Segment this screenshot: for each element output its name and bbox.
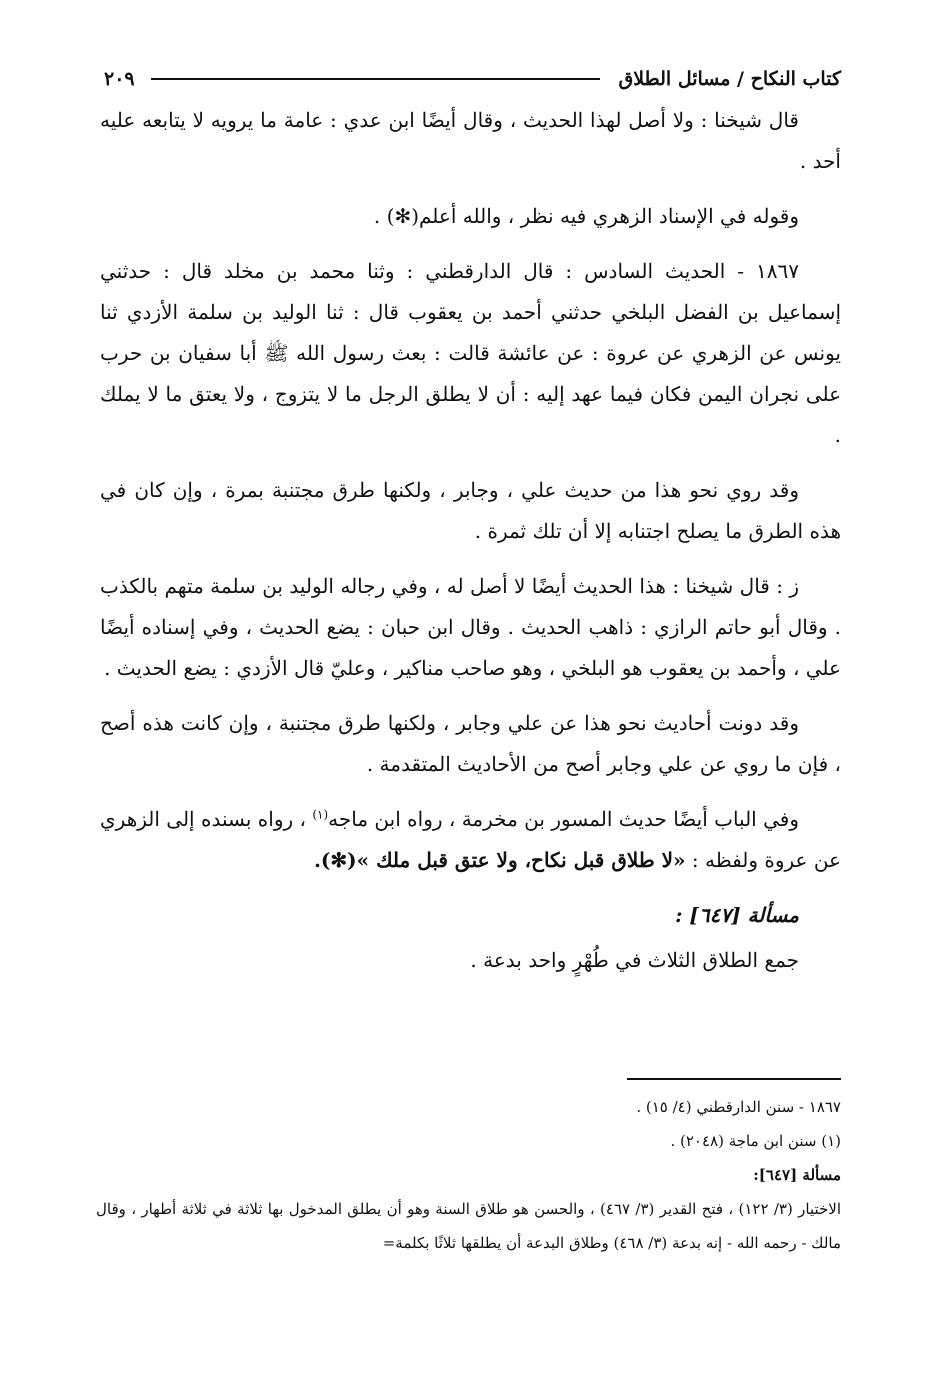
footnote-separator xyxy=(627,1078,841,1080)
paragraph-4: وقد روي نحو هذا من حديث علي ، وجابر ، ولكنها طرق مجتنبة بمرة ، وإن كان في هذه الطرق ما يصلح اجتنابه إلا أن تلك ثمرة . xyxy=(100,478,841,543)
footnote-1867: ١٨٦٧ - سنن الدارقطني (٤/ ١٥) . xyxy=(636,1098,841,1116)
footnote-1: (١) سنن ابن ماجة (٢٠٤٨) . xyxy=(670,1132,841,1150)
header-rule xyxy=(151,78,601,80)
page-number: ٢٠٩ xyxy=(104,68,135,90)
hadith-1867: ١٨٦٧ - الحديث السادس : قال الدارقطني : وثنا محمد بن مخلد قال : حدثني إسماعيل بن الفضل البلخي حدثني أحمد بن يعقوب قال : ثنا الوليد بن سلمة الأزدي ثنا يونس عن الزهري عن عروة : عن عائشة قالت : بعث رسول الله ﷺ أبا سفيان بن حرب على نجران اليمن فكان فيما عهد إليه : أن لا يطلق الرجل ما لا يتزوج ، ولا يعتق ما لا يملك . xyxy=(100,259,841,447)
main-text xyxy=(100,100,841,995)
footnote-masala-title: مسألة [٦٤٧]: xyxy=(753,1166,841,1184)
paragraph-6: وقد دونت أحاديث نحو هذا عن علي وجابر ، ولكنها طرق مجتنبة ، وإن كانت هذه أصح ، فإن ما روي عن علي وجابر أصح من الأحاديث المتقدمة . xyxy=(100,711,841,776)
paragraph-2: وقوله في الإسناد الزهري فيه نظر ، والله أعلم(✻) . xyxy=(373,204,799,228)
paragraph-5: ز : قال شيخنا : هذا الحديث أيضًا لا أصل له ، وفي رجاله الوليد بن سلمة متهم بالكذب . وقال أبو حاتم الرازي : ذاهب الحديث . وقال ابن حبان : يضع الحديث ، وفي إسناده أيضًا علي ، وأحمد بن يعقوب هو البلخي ، وهو صاحب مناكير ، وعليّ قال الأزدي : يضع الحديث . xyxy=(100,574,841,680)
masala-title: مسألة [٦٤٧] : xyxy=(675,903,799,927)
page-header xyxy=(104,62,841,96)
footnotes xyxy=(96,1090,841,1260)
paragraph-7-part1: وفي الباب أيضًا حديث المسور بن مخرمة ، رواه ابن ماجه xyxy=(328,807,799,831)
paragraph-7 xyxy=(100,799,841,881)
footnote-masala-text: الاختيار (٣/ ١٢٢) ، فتح القدير (٣/ ٤٦٧) ، والحسن هو طلاق السنة وهو أن يطلق المدخول بها ثلاثة في ثلاثة أطهار ، وقال مالك - رحمه الله - إنه بدعة (٣/ ٤٦٨) وطلاق البدعة أن يطلقها ثلاثًا بكلمة= xyxy=(96,1200,841,1252)
hadith-quote: «لا طلاق قبل نكاح، ولا عتق قبل ملك »(✻). xyxy=(313,848,686,872)
footnote-ref-1: (١) xyxy=(312,807,329,822)
paragraph-7-part2: ، رواه بسنده إلى الزهري عن عروة ولفظه : xyxy=(100,807,841,872)
paragraph-1: قال شيخنا : ولا أصل لهذا الحديث ، وقال أيضًا ابن عدي : عامة ما يرويه لا يتابعه عليه أحد . xyxy=(100,108,841,173)
running-title: كتاب النكاح / مسائل الطلاق xyxy=(618,68,841,90)
masala-text: جمع الطلاق الثلاث في طُهْرٍ واحد بدعة . xyxy=(470,948,799,972)
